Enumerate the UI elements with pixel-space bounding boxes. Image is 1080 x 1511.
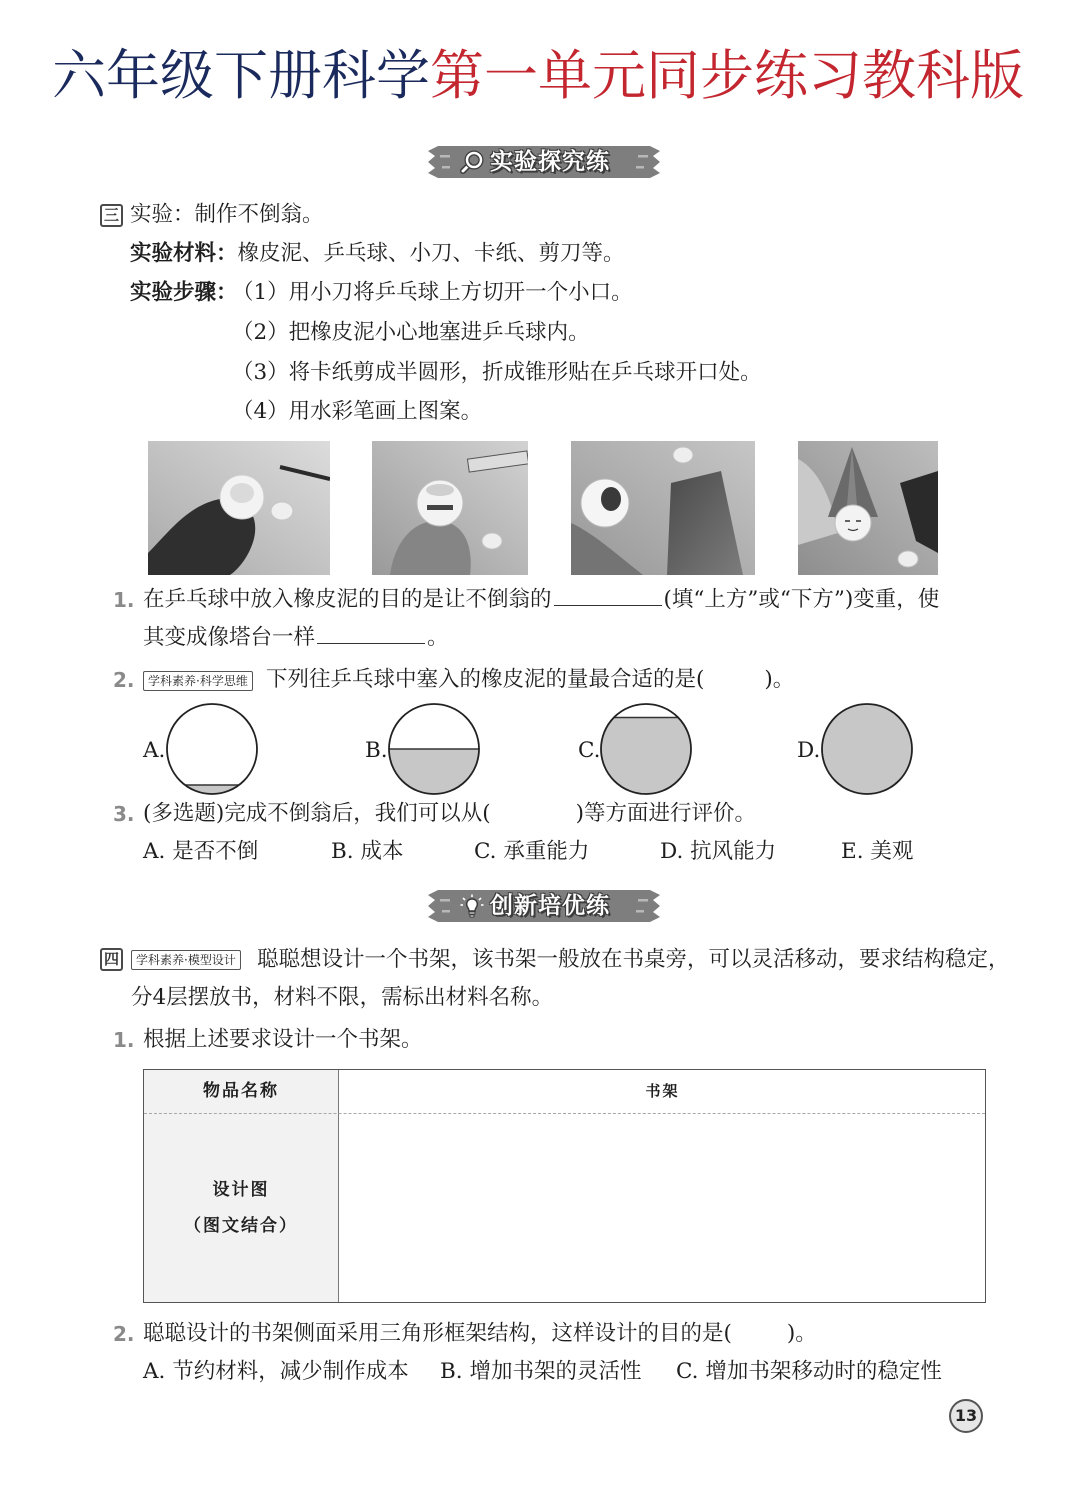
ribbon-dash <box>636 910 644 913</box>
option-a-diagram <box>165 702 259 796</box>
title-grade-subject: 六年级下册科学 <box>52 44 430 107</box>
task-intro-line-2: 分4层摆放书，材料不限，需标出材料名称。 <box>131 985 554 1010</box>
clay-blob <box>673 447 693 463</box>
question-text: )。 <box>786 1321 817 1346</box>
option-c-diagram <box>599 702 693 796</box>
ball-opening <box>601 487 621 511</box>
experiment-heading: 实验：制作不倒翁。 <box>130 202 324 227</box>
photo-finished-tumbler <box>798 441 938 575</box>
ribbon-dash <box>440 899 450 902</box>
option-b-diagram <box>387 702 481 796</box>
option-d-diagram <box>820 702 914 796</box>
table-row-label: 设计图 <box>212 1180 270 1200</box>
table-header-item-name: 物品名称 <box>203 1081 279 1101</box>
step-2: （2）把橡皮泥小心地塞进乒乓球内。 <box>232 320 590 345</box>
ball-logo <box>427 505 453 510</box>
choice-option: D. 抗风能力 <box>660 839 777 864</box>
question-number: 1. <box>113 1028 135 1052</box>
ribbon-dash <box>440 155 450 158</box>
question-number: 2. <box>113 1322 135 1346</box>
question-text: 根据上述要求设计一个书架。 <box>143 1027 423 1052</box>
banner-label: 实验探究练 <box>490 149 610 175</box>
magnifier-icon <box>460 150 484 174</box>
clay-fill <box>601 718 691 795</box>
photo-step-3 <box>571 441 755 575</box>
choice-option: B. 增加书架的灵活性 <box>440 1359 642 1384</box>
question-number: 1. <box>113 588 135 612</box>
clay-blob <box>482 533 502 549</box>
question-text: 。 <box>427 625 449 650</box>
question-text: 其变成像塔台一样 <box>143 625 316 650</box>
design-table <box>143 1069 986 1303</box>
lightbulb-icon <box>460 894 484 918</box>
title-unit-edition: 第一单元同步练习教科版 <box>430 44 1024 107</box>
choice-option: C. 承重能力 <box>474 839 590 864</box>
question-1-line-1 <box>143 586 939 614</box>
table-header-item-value: 书架 <box>645 1082 680 1100</box>
table-row-label-note: （图文结合） <box>184 1216 298 1236</box>
ribbon-dash <box>636 166 644 169</box>
competency-tag: 学科素养·模型设计 <box>131 950 241 970</box>
question-3-text <box>143 800 756 828</box>
photo-step-1 <box>148 441 330 575</box>
choice-option: C. 增加书架移动时的稳定性 <box>676 1359 942 1384</box>
materials-text: 橡皮泥、乒乓球、小刀、卡纸、剪刀等。 <box>237 241 625 266</box>
task-intro-line-1: 聪聪想设计一个书架，该书架一般放在书桌旁，可以灵活移动，要求结构稳定， <box>257 947 1010 972</box>
question-text: 聪聪设计的书架侧面采用三角形框架结构，这样设计的目的是( <box>143 1321 732 1346</box>
question-text: )等方面进行评价。 <box>575 801 757 826</box>
question-number: 2. <box>113 668 135 692</box>
section-number-badge: 四 <box>100 948 123 971</box>
clay-blob <box>898 551 918 567</box>
materials-line <box>130 240 625 268</box>
photo-step-2 <box>372 441 528 575</box>
banner-experiment-practice <box>428 146 660 178</box>
banner-innovation-practice <box>428 890 660 922</box>
ribbon-dash <box>638 899 648 902</box>
choice-option: A. 是否不倒 <box>143 839 259 864</box>
answer-blank <box>317 625 425 644</box>
page-title <box>52 40 1024 112</box>
step-1: （1）用小刀将乒乓球上方切开一个小口。 <box>232 280 633 305</box>
question-text: )。 <box>764 667 795 692</box>
step-3: （3）将卡纸剪成半圆形，折成锥形贴在乒乓球开口处。 <box>232 360 762 385</box>
competency-tag: 学科素养·科学思维 <box>143 671 253 691</box>
question-2-text <box>266 666 794 694</box>
photo-making-cone <box>571 441 755 575</box>
question-text: 下列往乒乓球中塞入的橡皮泥的量最合适的是( <box>266 667 705 692</box>
design-drawing-area <box>340 1115 985 1302</box>
choice-option: B. 成本 <box>331 839 404 864</box>
option-d-label: D. <box>797 738 821 763</box>
ping-pong-ball <box>835 505 871 541</box>
option-c-label: C. <box>578 738 601 763</box>
clay-fill <box>389 749 479 794</box>
table-header-divider <box>144 1113 985 1114</box>
steps-label: 实验步骤： <box>130 280 238 305</box>
ribbon-dash <box>638 155 648 158</box>
choice-option: A. 节约材料，减少制作成本 <box>143 1359 409 1384</box>
question-text: 在乒乓球中放入橡皮泥的目的是让不倒翁的 <box>143 587 552 612</box>
answer-blank <box>554 587 662 606</box>
photo-step-4 <box>798 441 938 575</box>
ribbon-dash <box>442 166 450 169</box>
photo-filling-clay <box>372 441 528 575</box>
clay-blob <box>271 502 293 520</box>
banner-label: 创新培优练 <box>490 893 610 919</box>
question-4-2-text <box>143 1320 817 1348</box>
materials-label: 实验材料： <box>130 241 238 266</box>
option-b-label: B. <box>365 738 388 763</box>
option-a-label: A. <box>143 738 166 763</box>
section-number-badge: 三 <box>100 204 123 227</box>
ribbon-dash <box>442 910 450 913</box>
ping-pong-ball-outline <box>167 704 257 794</box>
question-number: 3. <box>113 802 135 826</box>
ball-opening <box>230 483 254 503</box>
page-number: 13 <box>949 1399 983 1433</box>
question-text: (多选题)完成不倒翁后，我们可以从( <box>143 801 491 826</box>
question-1-line-2 <box>143 624 449 652</box>
photo-cutting-ball <box>148 441 330 575</box>
question-text: (填“上方”或“下方”)变重，使 <box>663 587 940 612</box>
ball-opening <box>426 484 454 496</box>
choice-option: E. 美观 <box>841 839 914 864</box>
step-4: （4）用水彩笔画上图案。 <box>232 399 483 424</box>
